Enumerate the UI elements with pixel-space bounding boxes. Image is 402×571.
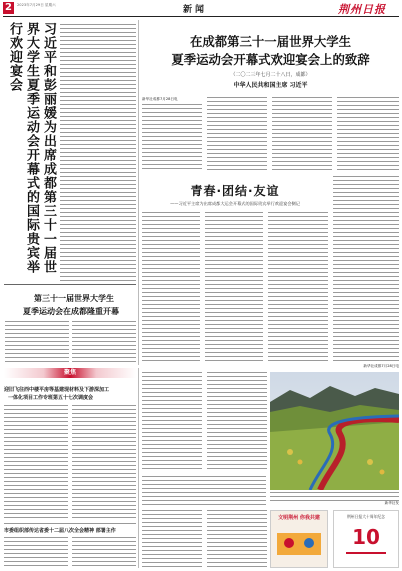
- lower-mid-col-5: [207, 510, 267, 568]
- vertical-story-text: [60, 24, 136, 282]
- second-col-2: [205, 212, 263, 362]
- story3-col-1: [4, 537, 68, 569]
- ad-civility-title: 文明荆州 你我共建: [278, 515, 320, 521]
- main-byline: 中华人民共和国主席 习近平: [233, 82, 308, 89]
- lower-mid-col-2: [207, 372, 267, 472]
- games-headline-2: 夏季运动会在成都隆重开幕: [23, 307, 119, 316]
- main-headline-1: 在成都第三十一届世界大学生: [189, 34, 352, 49]
- col-divider-1: [138, 20, 139, 365]
- main-col-3: [272, 97, 332, 170]
- ad-civility: [270, 510, 328, 568]
- second-col-3: [268, 212, 328, 362]
- story3-col-2: [72, 537, 136, 569]
- story2-headline-2: 一体化项目工作专班第五十七次调度会: [8, 395, 94, 401]
- lower-mid-col-3: [142, 476, 266, 506]
- subhead-rule: [4, 284, 136, 285]
- col-divider-2: [138, 368, 139, 568]
- date-line: 2023年7月29日 星期六: [17, 3, 56, 7]
- photo-caption: [270, 492, 399, 506]
- second-subheadline: ——习近平主席为出席成都大运会开幕式的国际贵宾举行欢迎宴会侧记: [170, 201, 300, 206]
- story2-col-1: [4, 405, 68, 519]
- main-date-note: （二〇二三年七月二十八日，成都）: [230, 72, 311, 78]
- page-number: 2: [3, 2, 14, 14]
- second-col-1: [142, 212, 200, 362]
- ad-anniversary-title: 荆州日报大十周年纪念: [347, 514, 385, 519]
- games-headline-1: 第三十一届世界大学生: [34, 294, 114, 303]
- story3-headline: 市委组织部传达省委十二届八次全会精神 部署主作: [4, 528, 116, 534]
- games-story-text: [5, 321, 69, 363]
- games-story-text-2: [72, 321, 136, 363]
- lower-mid-col-4: [142, 510, 202, 568]
- main-col-1: [142, 104, 202, 170]
- second-headline: 青春·团结·友谊: [190, 184, 280, 198]
- landscape-photo: [270, 372, 399, 490]
- second-col-4: [333, 176, 399, 362]
- paper-logo: 荆州日报: [338, 3, 386, 16]
- story3-rule: [4, 523, 136, 524]
- feature-banner-label: 聚焦: [63, 369, 76, 376]
- main-source: 新华社成都7月28日电: [142, 97, 178, 101]
- story2-headline-1: 迎旧飞往西中楼平房等基建现材料及下游深加工: [4, 387, 110, 393]
- second-credit: 新华社成都7月28日电: [363, 364, 399, 368]
- vertical-headline: 习近平和彭丽媛为出席成都第三十一届世界大学生夏季运动会开幕式的国际贵宾举行欢迎宴会: [7, 22, 56, 274]
- section-title: 新闻: [183, 5, 208, 15]
- story2-col-2: [72, 405, 136, 519]
- lower-mid-col-1: [142, 372, 202, 472]
- main-headline-2: 夏季运动会开幕式欢迎宴会上的致辞: [171, 52, 370, 67]
- ad-anniversary: [333, 510, 399, 568]
- photo-credit: 新华社发: [384, 501, 399, 505]
- ad-anniversary-number: 10: [352, 525, 380, 549]
- main-col-4: [337, 97, 399, 170]
- masthead-rule: [3, 16, 399, 17]
- main-col-2: [207, 97, 267, 170]
